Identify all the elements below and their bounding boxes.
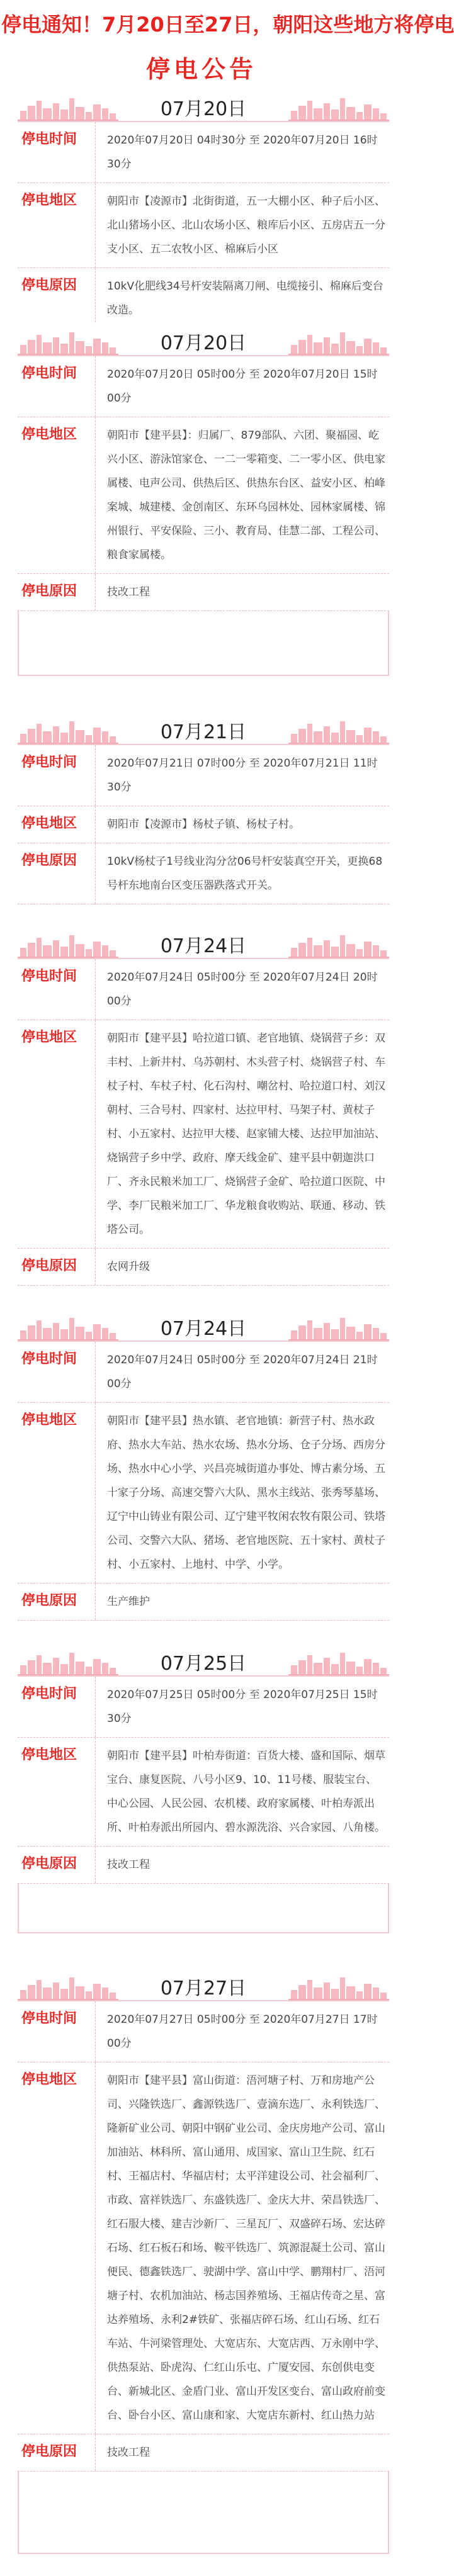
row-label-time: 停电时间 [18, 959, 96, 1020]
notice-row-reason [18, 2434, 389, 2472]
row-value-area: 朝阳市【建平县】富山街道：浯河塘子村、万和房地产公司、兴隆铁选厂、鑫源铁选厂、壹滴东选厂、永利铁选厂、隆新矿业公司、朝阳中钢矿业公司、金庆房地产公司、富山加油站、林科所、富山通用、成国家、富山卫生院、红石村、王福店村、华福店村；太平洋建设公司、社会福利厂、市政、富祥铁选厂、东盛铁选厂、金庆大井、荣昌铁选厂、红石服大楼、建吉沙新厂、三星瓦厂、双盛碎石场、宏达碎石场、红石板石和场、鞍平铁选厂、筑源混凝土公司、富山便民、德鑫铁选厂、驶湖中学、富山中学、鹏翔村厂、浯河塘子村、农机加油站、杨志国养殖场、王福店传奇之星、富达养殖场、永利2#铁矿、张福店碎石场、红山石场、红石车站、牛河梁管理处、大宽店东、大宽店西、万永刚中学、供热泵站、卧虎沟、仁红山乐屯、广厦安园、东创供电变台、新城北区、金盾门业、富山开发区变台、富山政府前变台、卧台小区、富山康和家、大宽店东新村、红山热力站 [107, 2074, 385, 2422]
notice-row-reason [18, 1847, 389, 1884]
row-label-reason: 停电原因 [18, 1847, 96, 1883]
notice-card [18, 926, 389, 1286]
notice-row-time [18, 1677, 389, 1738]
row-label-time: 停电时间 [18, 356, 96, 417]
row-value-reason: 生产维护 [107, 1595, 150, 1608]
notice-header [18, 1969, 389, 2001]
row-label-reason: 停电原因 [18, 574, 96, 610]
date-divider [18, 121, 389, 122]
notice-card [18, 323, 389, 611]
notice-card [18, 89, 389, 329]
row-label-reason: 停电原因 [18, 1583, 96, 1620]
notice-header [18, 323, 389, 356]
date-divider [18, 2000, 389, 2001]
notice-date: 07月20日 [160, 332, 247, 354]
row-value-reason: 10kV杨杖子1号线业沟分岔06号杆安装真空开关，更换68号杆东地南台区变压器跌落式开关。 [107, 855, 383, 892]
notice-date: 07月20日 [160, 98, 247, 120]
row-label-area: 停电地区 [18, 1403, 96, 1583]
row-label-reason: 停电原因 [18, 843, 96, 904]
notice-row-area [18, 1020, 389, 1249]
row-value-time: 2020年07月21日 07时00分 至 2020年07月21日 11时30分 [107, 757, 378, 794]
row-value-area: 朝阳市【凌源市】北街街道，五一大棚小区、种子后小区、北山猪场小区、北山农场小区、粮库后小区、五房店五一分支小区、五二农牧小区、棉麻后小区 [107, 195, 385, 256]
notice-header [18, 712, 389, 745]
row-value-reason: 技改工程 [107, 2446, 150, 2459]
row-label-time: 停电时间 [18, 1677, 96, 1737]
notice-date: 07月21日 [160, 721, 247, 743]
notice-row-area [18, 417, 389, 574]
notice-row-area [18, 2062, 389, 2434]
row-value-reason: 农网升级 [107, 1261, 150, 1273]
notice-row-area [18, 183, 389, 268]
row-label-area: 停电地区 [18, 1738, 96, 1846]
notice-date: 07月24日 [160, 935, 247, 957]
row-value-reason: 技改工程 [107, 586, 150, 599]
row-value-time: 2020年07月25日 05时00分 至 2020年07月25日 15时30分 [107, 1689, 378, 1725]
notice-row-area [18, 806, 389, 843]
row-label-area: 停电地区 [18, 183, 96, 267]
notice-card [18, 1644, 389, 1884]
row-label-area: 停电地区 [18, 1020, 96, 1248]
notice-row-reason [18, 268, 389, 329]
row-value-time: 2020年07月20日 05时00分 至 2020年07月20日 15时00分 [107, 368, 378, 405]
notice-header [18, 89, 389, 122]
date-divider [18, 744, 389, 745]
notice-row-time [18, 1342, 389, 1403]
row-label-reason: 停电原因 [18, 2434, 96, 2471]
row-label-area: 停电地区 [18, 417, 96, 573]
row-value-time: 2020年07月24日 05时00分 至 2020年07月24日 21时00分 [107, 1354, 378, 1390]
notice-row-time [18, 122, 389, 183]
row-label-time: 停电时间 [18, 122, 96, 183]
notice-header [18, 1309, 389, 1342]
row-label-reason: 停电原因 [18, 268, 96, 329]
row-label-time: 停电时间 [18, 2001, 96, 2062]
page-title: 停电公告 [145, 55, 257, 83]
row-value-area: 朝阳市【建平县】：归属厂、879部队、六团、聚福园、屹兴小区、游泳馆家仓、一二一零箱变、二一零小区、供电家属楼、电声公司、供热后区、供热东台区、益安小区、柏峰案城、城建楼、金创南区、东环乌园林处、园林家属楼、锦州银行、平安保险、三小、教育局、佳慧二部、工程公司、粮食家属楼。 [107, 429, 385, 561]
notice-row-reason [18, 843, 389, 904]
row-value-reason: 技改工程 [107, 1859, 150, 1871]
notice-row-reason [18, 1583, 389, 1621]
date-divider [18, 355, 389, 356]
notice-row-reason [18, 574, 389, 611]
notice-date: 07月27日 [160, 1977, 247, 1999]
notice-date: 07月25日 [160, 1653, 247, 1675]
row-value-time: 2020年07月24日 05时00分 至 2020年07月24日 20时00分 [107, 971, 378, 1008]
row-label-area: 停电地区 [18, 2062, 96, 2434]
notice-card [18, 712, 389, 904]
row-value-time: 2020年07月20日 04时30分 至 2020年07月20日 16时30分 [107, 134, 378, 171]
row-value-area: 朝阳市【凌源市】杨杖子镇、杨杖子村。 [107, 818, 300, 831]
date-divider [18, 1675, 389, 1677]
notice-row-area [18, 1738, 389, 1847]
row-value-area: 朝阳市【建平县】哈拉道口镇、老官地镇、烧锅营子乡：双丰村、上新井村、乌苏朝村、木头营子村、烧锅营子村、车杖子村、车杖子村、化石沟村、嘲岔村、哈拉道口村、刘汉朝村、三合号村、四家村、达拉甲村、马架子村、黄杖子村、小五家村、达拉甲大楼、赵家铺大楼、达拉甲加油站、烧锅营子乡中学、政府、摩天线金矿、建平县中朝迦洪口厂、齐永民粮米加工厂、烧锅营子金矿、哈拉道口医院、中学、李厂民粮米加工厂、华龙粮食收购站、联通、移动、铁塔公司。 [107, 1032, 385, 1236]
date-divider [18, 1341, 389, 1342]
row-value-area: 朝阳市【建平县】叶柏寿街道：百货大楼、盛和国际、烟草宝台、康复医院、八号小区9、10、11号楼、服装宝台、中心公园、人民公园、农机楼、政府家属楼、叶柏寿派出所、叶柏寿派出所园内、碧水源洗浴、兴合家园、八角楼。 [107, 1750, 385, 1834]
notice-row-time [18, 959, 389, 1020]
notice-row-reason [18, 1249, 389, 1286]
row-value-area: 朝阳市【建平县】热水镇、老官地镇：新营子村、热水政府、热水大车站、热水农场、热水分场、仓子分场、西房分场、热水中心小学、兴昌亮城街道办事处、博古素分场、五十家子分场、高速交警六大队、黑水主线站、张秀琴墓场、辽宁中山铸业有限公司、辽宁建平牧闲农牧有限公司、铁塔公司、交警六大队、猪场、老官地医院、五十家村、黄杖子村、小五家村、上地村、中学、小学。 [107, 1415, 385, 1571]
notice-date: 07月24日 [160, 1318, 247, 1340]
notice-header [18, 926, 389, 959]
row-label-time: 停电时间 [18, 1342, 96, 1402]
notice-card [18, 1309, 389, 1621]
row-value-time: 2020年07月27日 05时00分 至 2020年07月27日 17时00分 [107, 2013, 378, 2050]
notice-row-area [18, 1403, 389, 1583]
notice-card [18, 1969, 389, 2472]
notice-row-time [18, 2001, 389, 2062]
headline: 停电通知！7月20日至27日，朝阳这些地方将停电 [1, 13, 454, 37]
row-value-reason: 10kV化肥线34号杆安装隔离刀闸、电缆接引、棉麻后变台改造。 [107, 280, 383, 317]
date-divider [18, 958, 389, 959]
row-label-reason: 停电原因 [18, 1249, 96, 1285]
row-label-area: 停电地区 [18, 806, 96, 843]
notice-header [18, 1644, 389, 1677]
row-label-time: 停电时间 [18, 745, 96, 806]
notice-row-time [18, 745, 389, 806]
notice-row-time [18, 356, 389, 417]
